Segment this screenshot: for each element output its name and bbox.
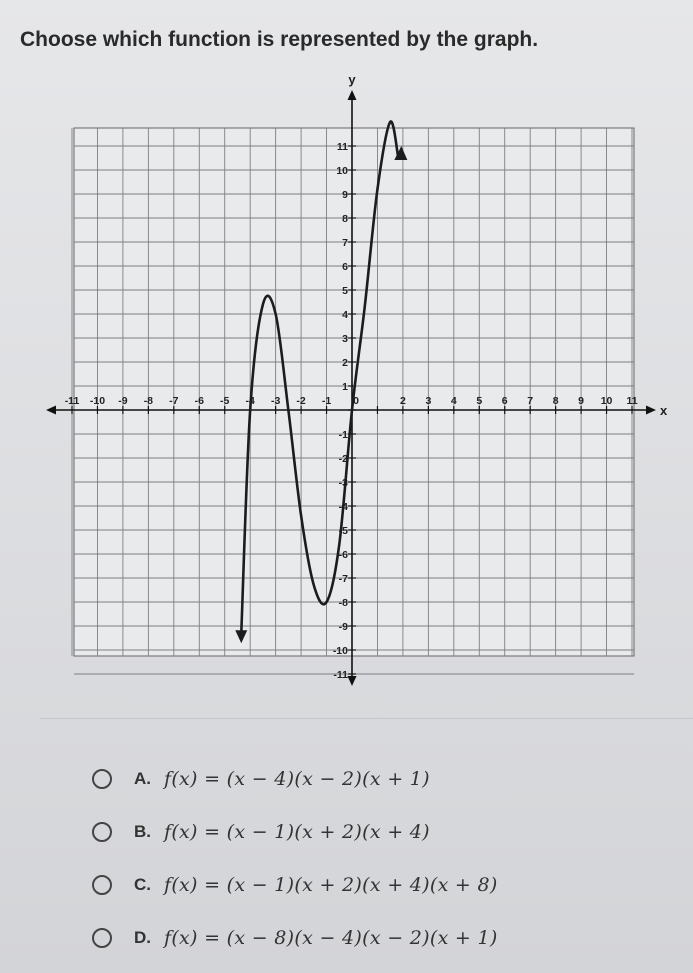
x-axis-arrow-left-icon xyxy=(46,406,56,415)
option-c[interactable] xyxy=(92,872,498,898)
option-b-formula: f(x) = (x − 1)(x + 2)(x + 4) xyxy=(164,821,430,843)
y-tick-label: -1 xyxy=(338,429,348,441)
x-axis-label: x xyxy=(660,403,668,418)
x-tick-label: -9 xyxy=(118,395,128,407)
x-tick-label: -7 xyxy=(169,395,179,407)
x-tick-label: -5 xyxy=(220,395,230,407)
question-text: Choose which function is represented by the graph. xyxy=(20,28,539,51)
y-axis-label: y xyxy=(348,72,356,87)
x-tick-label: 2 xyxy=(399,395,406,407)
x-tick-label: -1 xyxy=(321,395,332,407)
y-tick-label: 8 xyxy=(342,213,348,225)
x-tick-label: -11 xyxy=(64,395,80,407)
x-tick-label: -10 xyxy=(89,395,106,407)
x-tick-label: 3 xyxy=(425,395,432,407)
y-axis-arrow-icon xyxy=(348,90,357,100)
y-tick-label: -6 xyxy=(338,549,348,561)
y-tick-label: 11 xyxy=(336,141,348,153)
y-tick-label: 1 xyxy=(342,381,348,393)
y-tick-label: 10 xyxy=(336,165,348,177)
x-axis-arrow-icon xyxy=(646,406,656,415)
x-tick-label: 10 xyxy=(600,395,613,407)
option-b-letter: B. xyxy=(134,822,151,841)
radio-b[interactable] xyxy=(92,822,112,842)
x-tick-label: -6 xyxy=(194,395,204,407)
x-tick-label: -4 xyxy=(245,395,255,407)
y-tick-label: -11 xyxy=(333,669,348,681)
option-a-formula: f(x) = (x − 4)(x − 2)(x + 1) xyxy=(164,768,430,790)
y-tick-label: 4 xyxy=(342,309,348,321)
radio-c[interactable] xyxy=(92,875,112,895)
option-b[interactable] xyxy=(92,819,430,845)
option-d-letter: D. xyxy=(134,928,151,947)
x-tick-label: -3 xyxy=(270,395,281,407)
y-tick-label: -2 xyxy=(338,453,348,465)
y-tick-label: 7 xyxy=(342,237,348,249)
y-tick-label: 5 xyxy=(342,285,348,297)
x-tick-label: 6 xyxy=(501,395,508,407)
x-tick-label: 5 xyxy=(476,395,483,407)
option-c-letter: C. xyxy=(134,875,151,894)
x-tick-label: -8 xyxy=(143,395,154,407)
option-a[interactable] xyxy=(92,766,430,792)
x-tick-label: 0 xyxy=(353,395,359,407)
x-tick-label: 4 xyxy=(450,395,457,407)
y-tick-label: 2 xyxy=(342,357,348,369)
y-tick-label: -10 xyxy=(332,645,348,657)
y-tick-label: 9 xyxy=(342,189,348,201)
y-axis-arrow-down-icon xyxy=(348,676,357,686)
option-c-formula: f(x) = (x − 1)(x + 2)(x + 4)(x + 8) xyxy=(164,874,498,896)
y-tick-label: -4 xyxy=(338,501,348,513)
y-tick-label: -5 xyxy=(338,525,348,537)
x-tick-label: 8 xyxy=(552,395,559,407)
y-tick-label: -3 xyxy=(338,477,348,489)
radio-d[interactable] xyxy=(92,928,112,948)
y-tick-label: -7 xyxy=(338,573,348,585)
divider xyxy=(40,718,693,719)
option-d-formula: f(x) = (x − 8)(x − 4)(x − 2)(x + 1) xyxy=(164,927,498,949)
y-tick-label: 6 xyxy=(342,261,348,273)
x-tick-label: -2 xyxy=(296,395,306,407)
option-a-letter: A. xyxy=(134,769,151,788)
option-d[interactable] xyxy=(92,925,498,951)
radio-a[interactable] xyxy=(92,769,112,789)
y-tick-label: -9 xyxy=(338,621,348,633)
y-tick-label: -8 xyxy=(338,597,348,609)
y-tick-label: 3 xyxy=(342,333,348,345)
x-tick-label: 7 xyxy=(527,395,534,407)
x-tick-label: 11 xyxy=(626,395,638,407)
x-tick-label: 9 xyxy=(578,395,585,407)
